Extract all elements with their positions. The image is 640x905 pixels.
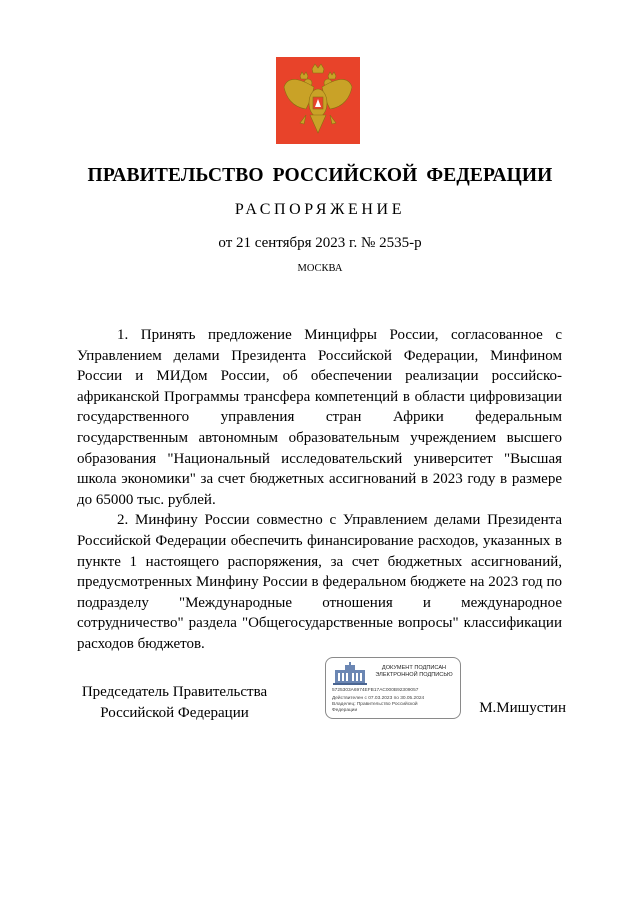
stamp-title-line-1: ДОКУМЕНТ ПОДПИСАН <box>381 665 447 671</box>
stamp-owner-line-1: Владелец: Правительство Российской <box>332 702 418 707</box>
stamp-title <box>370 665 458 679</box>
stamp-validity: Действителен с 07.03.2023 по 30.05.2024 <box>332 696 425 701</box>
signatory-name: М.Мишустин <box>479 700 566 716</box>
paragraph-1: 1. Принять предложение Минцифры России, согласованное с Управлением делами Президента Российской Федерации, Минфином России и МИДом России, об обеспечении реализации российско-африканской Программы трансфера компетенций в области цифровизации государственного управления стран Африки федеральным государственным автономным образовательным учреждением высшего образования "Национальный исследовательский университет "Высшая школа экономики" за счет бюджетных ассигнований в 2023 году в размере до 65000 тыс. рублей. <box>77 327 562 508</box>
document-type: РАСПОРЯЖЕНИЕ <box>234 201 406 218</box>
signatory-position-line-2: Российской Федерации <box>100 704 249 721</box>
stamp-title-line-2: ЭЛЕКТРОННОЙ ПОДПИСЬЮ <box>375 672 453 678</box>
government-title: ПРАВИТЕЛЬСТВО РОССИЙСКОЙ ФЕДЕРАЦИИ <box>87 165 553 186</box>
paragraph-2: 2. Минфину России совместно с Управлением делами Президента Российской Федерации обеспечить финансирование расходов, указанных в пункте 1 настоящего распоряжения, за счет бюджетных ассигнований, предусмотренных Минфину России в федеральном бюджете на 2023 год по подразделу "Международные отношения и международное сотрудничество" раздела "Общегосударственные вопросы" классификации расходов бюджетов. <box>77 512 562 652</box>
document-body <box>77 325 562 655</box>
signatory-position <box>77 682 272 723</box>
document-date-number: от 21 сентября 2023 г. № 2535-р <box>218 235 422 251</box>
government-building-icon <box>331 662 369 686</box>
signatory-position-line-1: Председатель Правительства <box>81 684 268 700</box>
stamp-certificate: 5725303A6974EFB17AC000B92309057 <box>332 688 419 693</box>
document-city: МОСКВА <box>297 263 343 274</box>
electronic-signature-stamp <box>325 657 461 719</box>
coat-of-arms-icon <box>276 57 360 144</box>
stamp-owner-line-2: Федерации <box>332 708 358 713</box>
